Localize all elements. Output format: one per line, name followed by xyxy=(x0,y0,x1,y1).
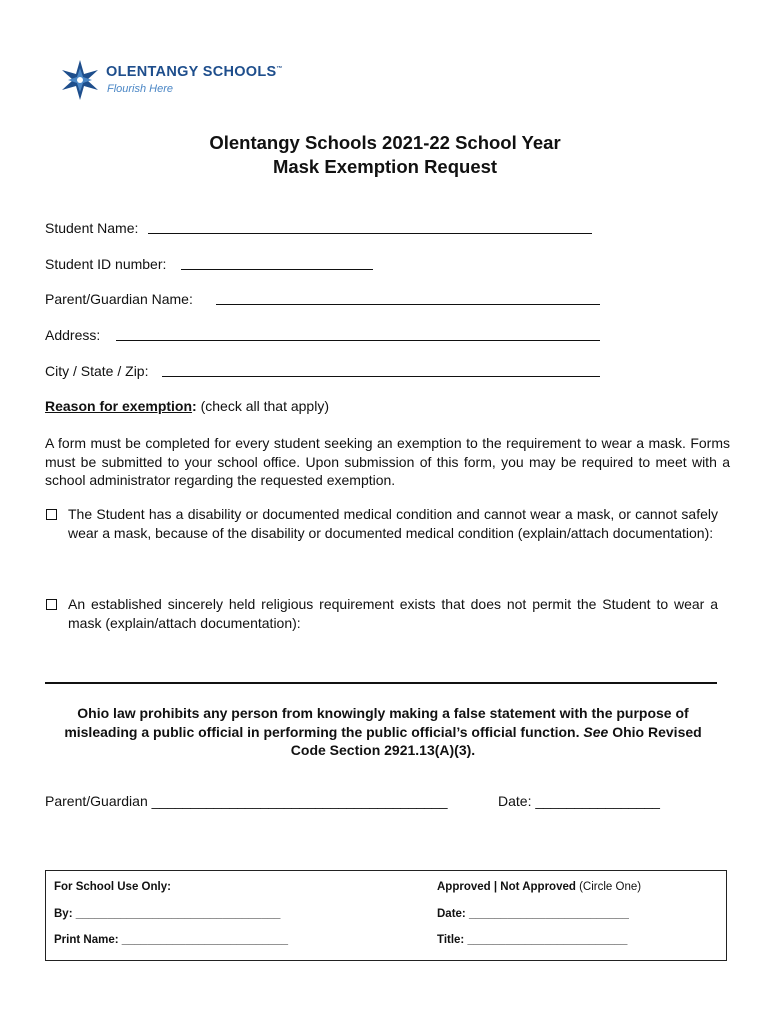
student-id-line[interactable] xyxy=(181,269,373,270)
legal-notice: Ohio law prohibits any person from knowingly making a false statement with the purpose of misleading a public official in performing the public official’s official function. See Ohio Revised Code Section 2921.13(A)(3). xyxy=(64,705,702,758)
section-divider xyxy=(45,682,717,684)
approver-title-line[interactable]: Title: _________________________ xyxy=(437,934,628,946)
school-use-label: For School Use Only: xyxy=(54,881,171,893)
school-use-box xyxy=(45,870,727,961)
logo-tagline: Flourish Here xyxy=(107,83,174,95)
address-label: Address: xyxy=(45,327,101,343)
address-line[interactable] xyxy=(116,340,600,341)
star-logo-icon xyxy=(58,58,102,102)
religious-option-text: An established sincerely held religious requirement exists that does not permit the Student to wear a mask (explain/attach documentation): xyxy=(68,596,718,631)
student-name-line[interactable] xyxy=(148,233,592,234)
reason-heading: Reason for exemption: (check all that apply) xyxy=(45,398,329,414)
approval-status: Approved | Not Approved (Circle One) xyxy=(437,881,642,893)
parent-name-label: Parent/Guardian Name: xyxy=(45,291,193,307)
form-title-line2: Mask Exemption Request xyxy=(272,156,498,177)
school-logo xyxy=(58,58,283,102)
city-state-zip-line[interactable] xyxy=(162,376,600,377)
city-state-zip-label: City / State / Zip: xyxy=(45,363,149,379)
student-name-label: Student Name: xyxy=(45,220,139,236)
print-name-line[interactable]: Print Name: __________________________ xyxy=(54,934,289,946)
medical-checkbox[interactable] xyxy=(46,509,57,520)
religious-checkbox[interactable] xyxy=(46,599,57,610)
form-title-line1: Olentangy Schools 2021-22 School Year xyxy=(209,132,561,153)
approval-date-line[interactable]: Date: _________________________ xyxy=(437,908,629,920)
logo-name: OLENTANGY SCHOOLS™ xyxy=(106,64,283,80)
student-id-label: Student ID number: xyxy=(45,256,167,272)
approver-by-line[interactable]: By: ________________________________ xyxy=(54,908,281,920)
instructions-paragraph: A form must be completed for every student seeking an exemption to the requirement to wear a mask. Forms must be submitted to your school office. Upon submission of this form, you may be required to meet with a school administrator regarding the requested exemption. xyxy=(45,435,730,488)
parent-name-line[interactable] xyxy=(216,304,600,305)
parent-signature-line[interactable]: Parent/Guardian ______________________________________ xyxy=(45,793,448,809)
signature-date-line[interactable]: Date: ________________ xyxy=(498,793,660,809)
medical-option-text: The Student has a disability or documented medical condition and cannot wear a mask, or cannot safely wear a mask, because of the disability or documented medical condition (explain/attach documentation): xyxy=(68,506,718,541)
